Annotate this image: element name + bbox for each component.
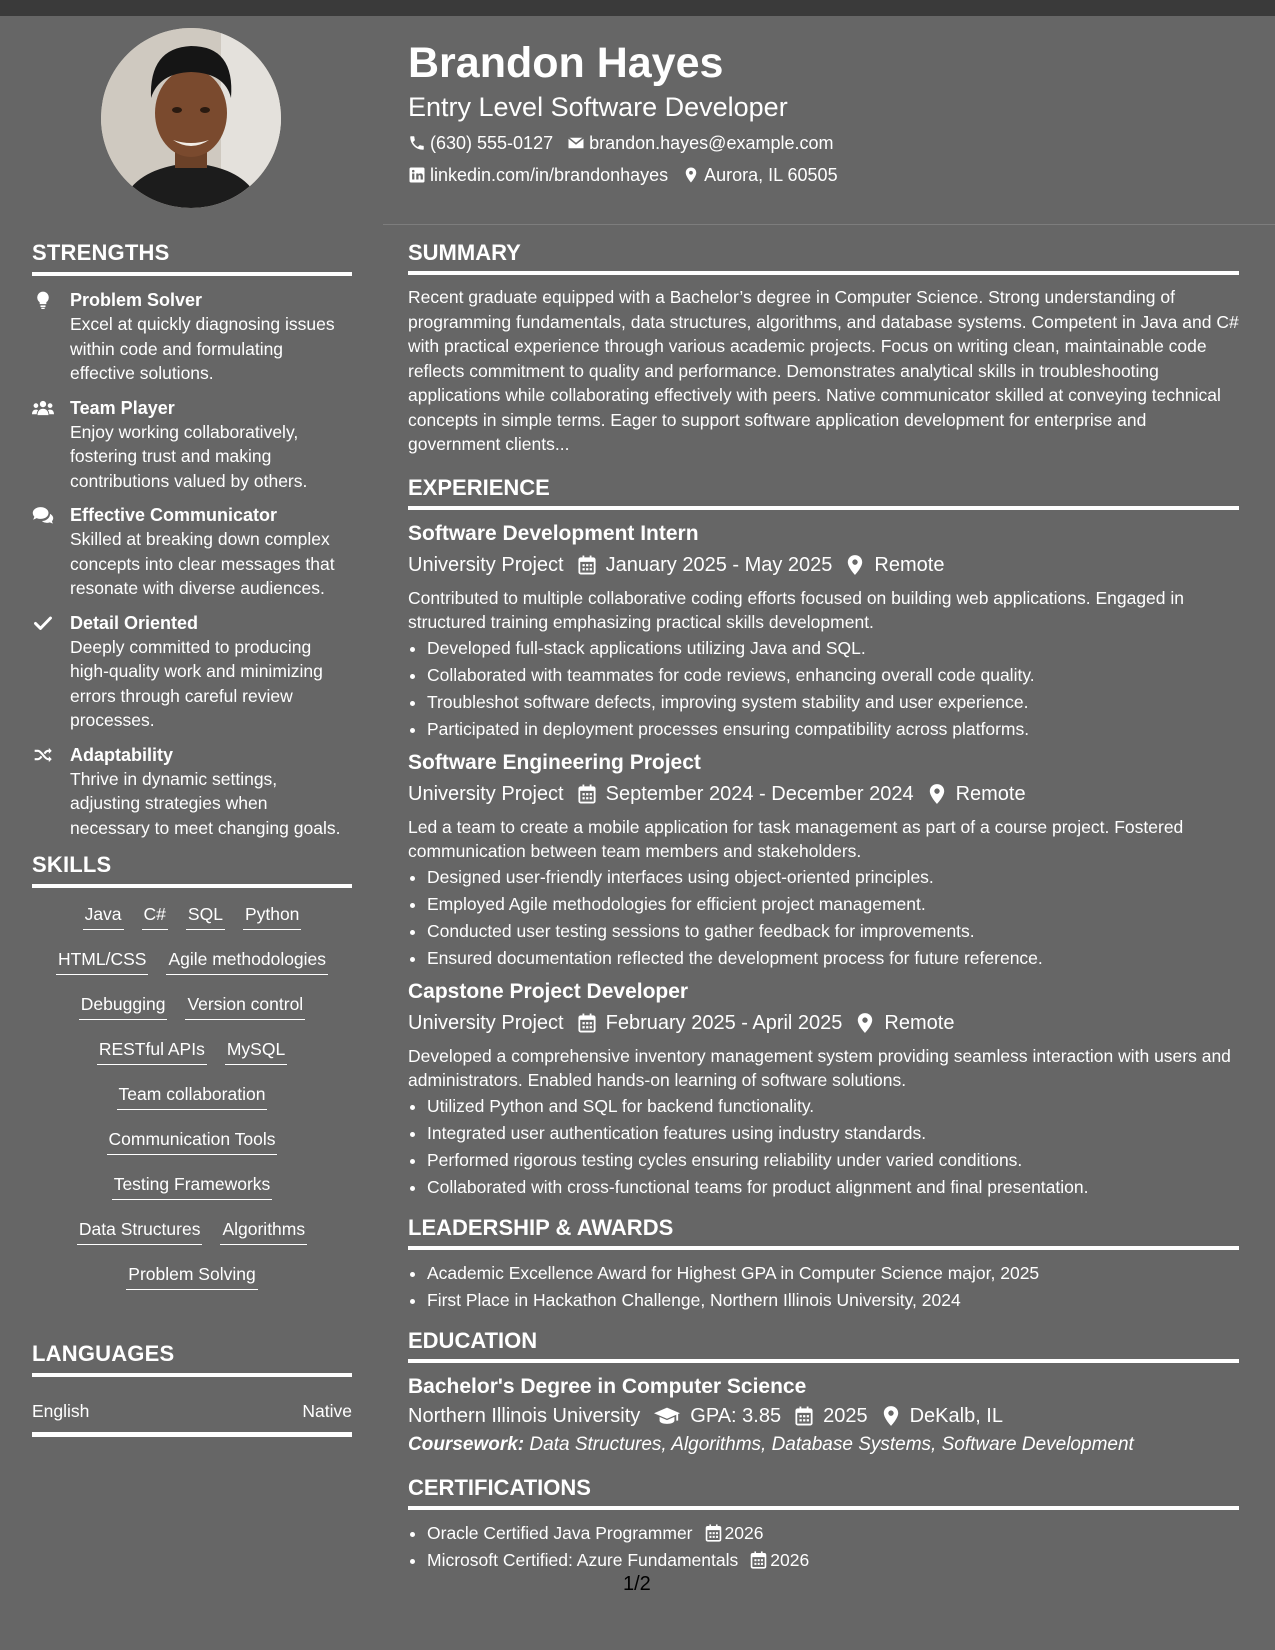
job-bullet: • Troubleshot software defects, improving system stability and user experience. <box>427 689 1239 716</box>
lightbulb-icon <box>32 290 54 310</box>
certification-year: 2026 <box>724 1522 764 1543</box>
phone-text: (630) 555-0127 <box>430 133 554 153</box>
contact-row-2 <box>408 162 1248 188</box>
job-bullets <box>408 635 1239 743</box>
calendar-icon <box>750 1551 767 1569</box>
graduation-cap-icon <box>654 1406 680 1426</box>
strength-name: Effective Communicator <box>70 505 278 525</box>
email-item[interactable] <box>567 130 833 156</box>
strength-desc: Excel at quickly diagnosing issues within code and formulating effective solutions. <box>70 314 335 383</box>
skill-tag: Agile methodologies <box>166 947 328 975</box>
calendar-icon <box>578 555 596 575</box>
page-number: 1/2 <box>623 1573 651 1595</box>
skill-row <box>32 1170 352 1215</box>
skill-row <box>32 1260 352 1305</box>
skill-row <box>32 1035 352 1080</box>
certifications-heading: CERTIFICATIONS <box>408 1475 1239 1510</box>
language-level: Native <box>302 1401 352 1421</box>
school-name: Northern Illinois University <box>408 1404 641 1427</box>
coursework <box>408 1431 1239 1459</box>
left-column <box>32 240 352 1437</box>
skill-tag: Communication Tools <box>107 1127 278 1155</box>
resume-header <box>408 38 1248 188</box>
skill-tag: Algorithms <box>220 1217 307 1245</box>
job-description: Led a team to create a mobile application for task management as part of a course project. Fostered communication between team members and stakeholders. <box>408 816 1184 861</box>
job-bullet: • Developed full-stack applications utilizing Java and SQL. <box>427 635 1239 662</box>
skill-row <box>32 1215 352 1260</box>
location-text: Aurora, IL 60505 <box>704 165 838 185</box>
summary-heading: SUMMARY <box>408 240 1239 275</box>
strength-desc: Deeply committed to producing high-quality work and minimizing errors through careful review processes. <box>70 636 323 730</box>
map-marker-icon <box>846 555 864 575</box>
skill-row <box>32 945 352 990</box>
job-bullet: • Utilized Python and SQL for backend functionality. <box>427 1093 1239 1120</box>
job-description: Contributed to multiple collaborative coding efforts focused on building web applications. Engaged in structured training emphasizing practical skills development. <box>408 587 1185 632</box>
language-name: English <box>32 1401 90 1421</box>
strength-name: Team Player <box>70 397 175 418</box>
education-meta <box>408 1401 1239 1431</box>
languages-heading: LANGUAGES <box>32 1341 352 1377</box>
calendar-icon <box>578 784 596 804</box>
job-org: University Project <box>408 1011 564 1034</box>
contact-row-1 <box>408 130 1248 156</box>
experience-heading: EXPERIENCE <box>408 475 1239 510</box>
job-dates: February 2025 - April 2025 <box>605 1011 843 1034</box>
linkedin-item[interactable] <box>408 162 668 188</box>
job-location: Remote <box>955 782 1026 805</box>
job-meta <box>408 1008 1239 1038</box>
award-item: • First Place in Hackathon Challenge, Northern Illinois University, 2024 <box>427 1287 1239 1314</box>
school-location: DeKalb, IL <box>909 1404 1003 1427</box>
skill-tag: Problem Solving <box>126 1262 257 1290</box>
job-bullets <box>408 1093 1239 1201</box>
candidate-title: Entry Level Software Developer <box>408 92 788 122</box>
certification-name: • Oracle Certified Java Programmer <box>427 1522 693 1543</box>
skills-list <box>32 900 352 1305</box>
job-location: Remote <box>874 553 945 576</box>
job-bullet: • Designed user-friendly interfaces using object-oriented principles. <box>427 864 1239 891</box>
certification-item <box>427 1547 1239 1574</box>
skill-tag: Testing Frameworks <box>112 1172 273 1200</box>
skill-tag: Team collaboration <box>117 1082 268 1110</box>
job-bullet: • Integrated user authentication features using industry standards. <box>427 1120 1239 1147</box>
skill-tag: SQL <box>186 902 225 930</box>
graduation-year: 2025 <box>823 1404 868 1427</box>
job-bullet: • Conducted user testing sessions to gather feedback for improvements. <box>427 918 1239 945</box>
profile-photo <box>101 28 281 208</box>
job-title: Capstone Project Developer <box>408 979 689 1003</box>
shuffle-icon <box>32 745 54 765</box>
candidate-name: Brandon Hayes <box>408 39 724 87</box>
job-org: University Project <box>408 553 564 576</box>
coursework-list: Data Structures, Algorithms, Database Systems, Software Development <box>529 1433 1134 1455</box>
strength-desc: Enjoy working collaboratively, fostering trust and making contributions valued by others. <box>70 421 308 491</box>
strength-desc: Thrive in dynamic settings, adjusting strategies when necessary to meet changing goals. <box>70 768 341 838</box>
calendar-icon <box>795 1406 813 1426</box>
certification-name: • Microsoft Certified: Azure Fundamentals <box>427 1549 739 1570</box>
job-entry <box>408 520 1239 743</box>
job-entry <box>408 749 1239 972</box>
phone-item[interactable] <box>408 130 553 156</box>
skill-row <box>32 1125 352 1170</box>
gpa: GPA: 3.85 <box>690 1404 782 1427</box>
strength-name: Detail Oriented <box>70 612 199 633</box>
skill-tag: Python <box>243 902 301 930</box>
education-heading: EDUCATION <box>408 1328 1239 1363</box>
skill-tag: MySQL <box>225 1037 287 1065</box>
strength-name: Problem Solver <box>70 290 203 310</box>
calendar-icon <box>705 1524 722 1542</box>
skills-heading: SKILLS <box>32 852 352 888</box>
linkedin-text: linkedin.com/in/brandonhayes <box>430 165 669 185</box>
skill-tag: Data Structures <box>77 1217 203 1245</box>
certification-year: 2026 <box>770 1549 810 1570</box>
award-item: • Academic Excellence Award for Highest GPA in Computer Science major, 2025 <box>427 1260 1239 1287</box>
map-marker-icon <box>882 1406 900 1426</box>
skill-row <box>32 990 352 1035</box>
phone-icon <box>408 134 426 152</box>
calendar-icon <box>578 1013 596 1033</box>
job-bullets <box>408 864 1239 972</box>
degree-title: Bachelor's Degree in Computer Science <box>408 1374 807 1398</box>
job-entry <box>408 978 1239 1201</box>
skill-tag: RESTful APIs <box>97 1037 207 1065</box>
certification-item <box>427 1520 1239 1547</box>
job-bullet: • Collaborated with cross-functional teams for product alignment and final presentation. <box>427 1174 1239 1201</box>
job-dates: January 2025 - May 2025 <box>605 553 833 576</box>
strength-item <box>32 611 352 733</box>
strength-item <box>32 503 352 601</box>
strength-item <box>32 288 352 386</box>
job-bullet: • Participated in deployment processes ensuring compatibility across platforms. <box>427 716 1239 743</box>
language-item <box>32 1389 352 1437</box>
strengths-heading: STRENGTHS <box>32 240 352 276</box>
envelope-icon <box>567 134 585 152</box>
job-title: Software Engineering Project <box>408 750 701 774</box>
linkedin-icon <box>408 166 426 184</box>
skill-row <box>32 900 352 945</box>
job-bullet: • Ensured documentation reflected the development process for future reference. <box>427 945 1239 972</box>
job-meta <box>408 779 1239 809</box>
strength-desc: Skilled at breaking down complex concepts into clear messages that resonate with diverse audiences. <box>70 529 335 598</box>
leadership-heading: LEADERSHIP & AWARDS <box>408 1215 1239 1250</box>
job-bullet: • Performed rigorous testing cycles ensuring reliability under varied conditions. <box>427 1147 1239 1174</box>
header-divider <box>383 224 1275 225</box>
skill-tag: Debugging <box>79 992 168 1020</box>
skill-tag: Java <box>83 902 124 930</box>
job-bullet: • Employed Agile methodologies for efficient project management. <box>427 891 1239 918</box>
top-bar <box>0 0 1275 16</box>
certifications-list <box>408 1520 1239 1574</box>
job-location: Remote <box>884 1011 955 1034</box>
email-text: brandon.hayes@example.com <box>589 133 834 153</box>
skill-tag: Version control <box>185 992 305 1020</box>
leadership-list <box>408 1260 1239 1314</box>
job-dates: September 2024 - December 2024 <box>605 782 914 805</box>
skill-tag: C# <box>142 902 168 930</box>
job-description: Developed a comprehensive inventory management system providing seamless interaction with users and administrators. Enabled hands-on learning of software solutions. <box>408 1045 1231 1090</box>
job-title: Software Development Intern <box>408 521 699 545</box>
skill-tag: HTML/CSS <box>56 947 148 975</box>
job-meta <box>408 550 1239 580</box>
map-marker-icon <box>682 166 700 184</box>
strength-item <box>32 396 352 494</box>
job-org: University Project <box>408 782 564 805</box>
users-icon <box>32 398 54 418</box>
coursework-label: Coursework: <box>408 1433 525 1455</box>
skill-row <box>32 1080 352 1125</box>
location-item <box>682 162 837 188</box>
strength-item <box>32 743 352 841</box>
summary-text: Recent graduate equipped with a Bachelor’s degree in Computer Science. Strong understanding of programming fundamentals, data structures, algorithms, and database systems. Competent in Java and C# with practical experience through various academic projects. Focus on writing clean, maintainable code reflects commitment to quality and performance. Demonstrates analytical skills in troubleshooting applications while collaborating effectively with peers. Native communicator skilled at conveying technical concepts in simple terms. Eager to support software application development for enterprise and government clients... <box>408 287 1239 454</box>
check-icon <box>32 613 54 633</box>
map-marker-icon <box>928 784 946 804</box>
job-bullet: • Collaborated with teammates for code reviews, enhancing overall code quality. <box>427 662 1239 689</box>
comments-icon <box>32 505 54 525</box>
right-column <box>408 240 1239 1574</box>
strength-name: Adaptability <box>70 744 174 765</box>
map-marker-icon <box>856 1013 874 1033</box>
